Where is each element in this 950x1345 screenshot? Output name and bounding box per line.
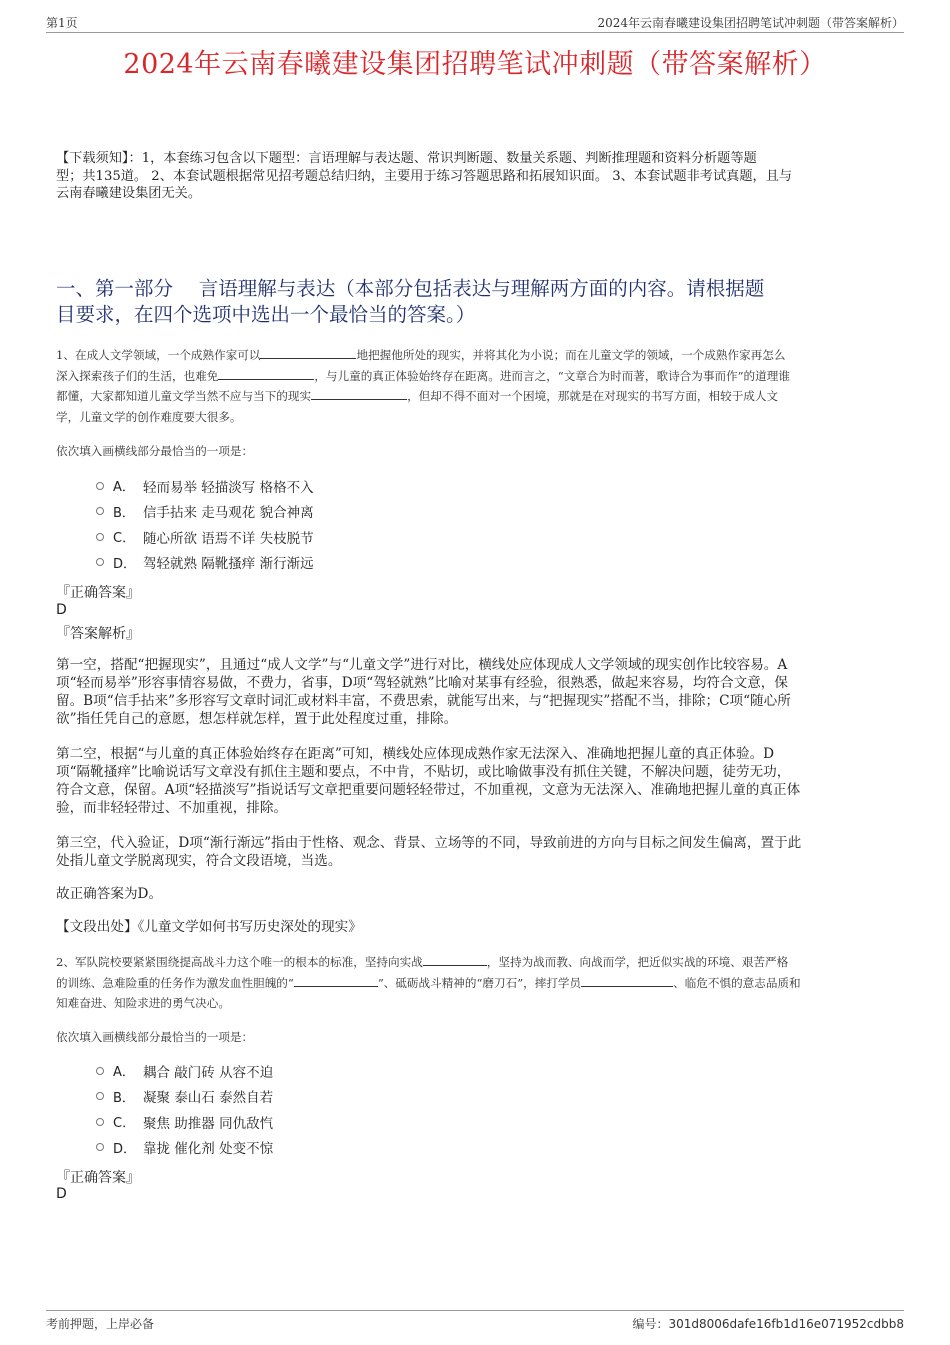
analysis-label: 『答案解析』: [56, 626, 140, 642]
page-footer: [46, 1310, 904, 1331]
radio-button-icon[interactable]: [96, 1092, 104, 1100]
notice-line: 【下载须知】：1，本套练习包含以下题型：言语理解与表达题、常识判断题、数量关系题、判断推理题和资料分析题等题: [56, 151, 757, 166]
page-header: [46, 14, 904, 33]
radio-button-icon[interactable]: [96, 533, 104, 541]
notice-line: 云南春曦建设集团无关。: [56, 186, 202, 201]
document-title: 2024年云南春曦建设集团招聘笔试冲刺题（带答案解析）: [123, 49, 827, 80]
question-2-options: [96, 1058, 273, 1160]
conclusion: 故正确答案为D。: [56, 886, 163, 902]
analysis-paragraph-1: 第一空，搭配“把握现实”，且通过“成人文学”与“儿童文学”进行对比，横线处应体现成人文学领域的现实创作比较容易。A 项“轻而易举”形容事情容易做，不费力，省事，D项“驾轻就熟”比喻对某事有经验，很熟悉，做起来容易，均符合文意，保 留。B项“信手拈来”多形容写文章时词汇或材料丰富，不费思索，就能写出来，与“把握现实”搭配不当，排除；C项“随心所 欲”指任凭自己的意愿，想怎样就怎样，置于此处程度过重，排除。: [56, 657, 791, 727]
fill-blank: [581, 974, 673, 987]
correct-answer-label: 『正确答案』: [56, 1170, 140, 1186]
header-doc-title: 2024年云南春曦建设集团招聘笔试冲刺题（带答案解析）: [597, 16, 904, 30]
stem-line: 都懂，大家都知道儿童文学当然不应与当下的现实 ，但却不得不面对一个困境，那就是在对现实的书写方面，相较于成人文: [56, 389, 779, 403]
question-1-instruction: 依次填入画横线部分最恰当的一项是：: [56, 444, 254, 458]
fill-blank: [311, 387, 407, 400]
text-source: 【文段出处】《儿童文学如何书写历史深处的现实》: [56, 919, 362, 935]
option-d[interactable]: D． 靠拢 催化剂 处变不惊: [96, 1135, 273, 1161]
fill-blank: [423, 953, 487, 966]
section-heading: [56, 276, 894, 328]
analysis-paragraph-3: 第三空，代入验证，D项“渐行渐远”指由于性格、观念、背景、立场等的不同，导致前进的方向与目标之间发生偏离，置于此 处指儿童文学脱离现实，符合文段语境，当选。: [56, 835, 802, 869]
radio-button-icon[interactable]: [96, 558, 104, 566]
correct-answer: D: [56, 602, 67, 618]
radio-button-icon[interactable]: [96, 1067, 104, 1075]
stem-line: 的训练、急难险重的任务作为激发血性胆魄的“ ”、砥砺战斗精神的“磨刀石”，摔打学员 、临危不惧的意志品质和: [56, 975, 801, 990]
fill-blank: [218, 367, 314, 380]
footer-slogan: 考前押题，上岸必备: [46, 1317, 155, 1331]
notice-line: 型；共135道。 2、本套试题根据常见招考题总结归纳，主要用于练习答题思路和拓展知识面。 3、本套试题非考试真题，且与: [56, 168, 793, 184]
question-2-stem: [56, 952, 894, 1014]
document-code: 编号：301d8006dafe16fb1d16e071952cdbb8: [632, 1317, 904, 1331]
question-2-instruction: 依次填入画横线部分最恰当的一项是：: [56, 1030, 254, 1044]
stem-line: 深入探索孩子们的生活，也难免 ，与儿童的真正体验始终存在距离。进而言之，“文章合为时而著，歌诗合为事而作”的道理谁: [56, 368, 790, 383]
stem-line: 1、在成人文学领域，一个成熟作家可以 地把握他所处的现实，并将其化为小说；而在儿童文学的领域，一个成熟作家再怎么: [56, 348, 786, 362]
option-d[interactable]: D． 驾轻就熟 隔靴搔痒 渐行渐远: [96, 550, 314, 576]
stem-line: 知难奋进、知险求进的勇气决心。: [56, 996, 230, 1010]
option-c[interactable]: C． 聚焦 助推器 同仇敌忾: [96, 1109, 273, 1135]
question-1-stem: [56, 345, 894, 427]
fill-blank: [260, 346, 356, 359]
radio-button-icon[interactable]: [96, 1118, 104, 1126]
download-notice: [56, 150, 900, 203]
section-heading-line: 一、第一部分 言语理解与表达（本部分包括表达与理解两方面的内容。请根据题: [56, 277, 765, 300]
option-c[interactable]: C． 随心所欲 语焉不详 失枝脱节: [96, 524, 314, 550]
option-a[interactable]: A． 轻而易举 轻描淡写 格格不入: [96, 473, 314, 499]
radio-button-icon[interactable]: [96, 507, 104, 515]
stem-line: 2、军队院校要紧紧围绕提高战斗力这个唯一的根本的标准，坚持向实战 ，坚持为战而教、向战而学，把近似实战的环境、艰苦严格: [56, 955, 789, 969]
option-b[interactable]: B． 凝聚 泰山石 泰然自若: [96, 1084, 273, 1110]
question-1-options: [96, 473, 314, 575]
section-heading-line: 目要求，在四个选项中选出一个最恰当的答案。）: [56, 303, 476, 326]
correct-answer-label: 『正确答案』: [56, 585, 140, 601]
option-a[interactable]: A． 耦合 敲门砖 从容不迫: [96, 1058, 273, 1084]
fill-blank: [294, 974, 378, 987]
correct-answer: D: [56, 1186, 67, 1202]
page-number: 第1页: [46, 16, 78, 30]
option-b[interactable]: B． 信手拈来 走马观花 貌合神离: [96, 499, 314, 525]
radio-button-icon[interactable]: [96, 1143, 104, 1151]
analysis-paragraph-2: 第二空，根据“与儿童的真正体验始终存在距离”可知，横线处应体现成熟作家无法深入、准确地把握儿童的真正体验。D 项“隔靴搔痒”比喻说话写文章没有抓住主题和要点，不中肯，不贴切，或比喻做事没有抓住关键，不解决问题，徒劳无功， 符合文意，保留。A项“轻描淡写”指说话写文章把重要问题轻轻带过，不加重视，文意为无法深入、准确地把握儿童的真正体 验，而非轻轻带过、不加重视，排除。: [56, 746, 801, 816]
stem-line: 学，儿童文学的创作难度要大很多。: [56, 409, 242, 424]
radio-button-icon[interactable]: [96, 482, 104, 490]
